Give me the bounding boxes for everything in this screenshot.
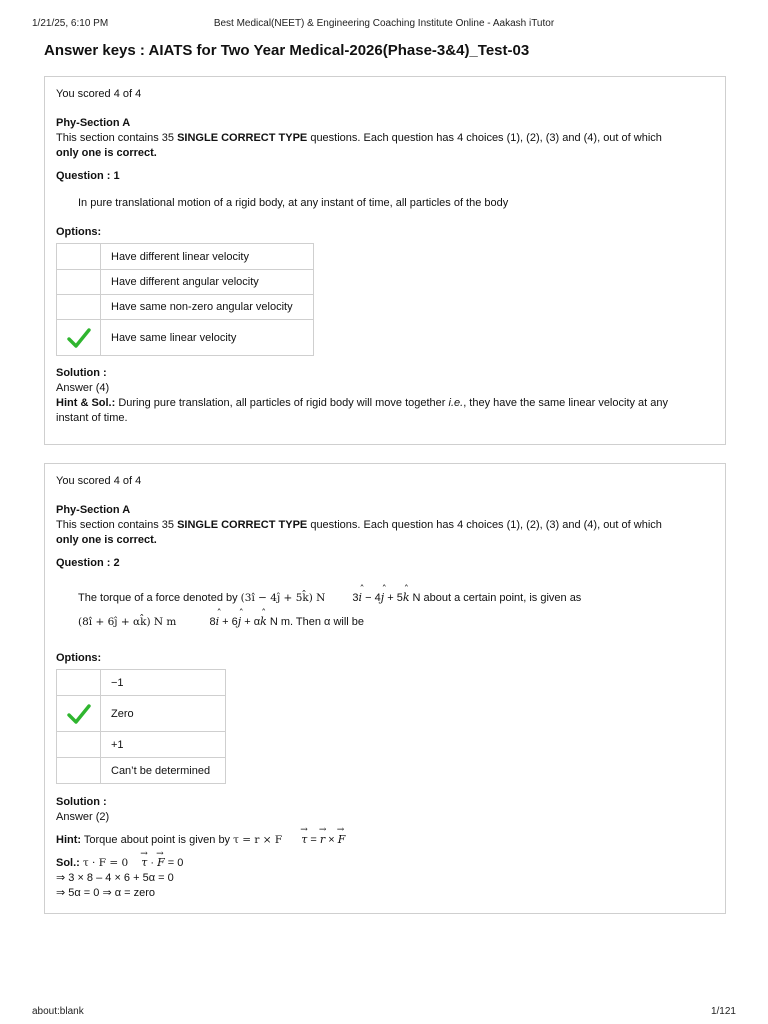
option-mark-cell [57, 244, 101, 270]
section-title: Phy-Section A [56, 504, 131, 516]
question-text-continued [78, 613, 714, 631]
option-text: Zero [101, 696, 226, 732]
score-text: You scored 4 of 4 [56, 475, 142, 487]
hint-text: Hint: Torque about point is given by τ = r × F → τ = → r × → F [56, 831, 714, 849]
answer-text: Answer (4) [56, 382, 110, 394]
options-label: Options: [56, 652, 102, 664]
option-mark-cell [57, 696, 101, 732]
option-mark-cell [57, 670, 101, 696]
option-row [57, 244, 314, 270]
page-number: 1/121 [710, 1006, 736, 1017]
math-image-sol-eq: τ · F = 0 [82, 857, 129, 869]
math-image-torque: (8î + 6ĵ + αk̂) N m [78, 616, 177, 628]
question-card-1 [44, 76, 726, 445]
math-image-hint-eq: τ = r × F [233, 834, 283, 846]
section-instructions: This section contains 35 SINGLE CORRECT TYPE questions. Each question has 4 choices (1), (2), (3) and (4), out of which [56, 519, 662, 531]
option-text: −1 [101, 670, 226, 696]
instructions-emphasis: only one is correct. [56, 534, 157, 546]
print-url: about:blank [32, 1006, 84, 1017]
option-row [57, 270, 314, 295]
check-icon [67, 703, 91, 725]
option-mark-cell [57, 758, 101, 784]
section-title: Phy-Section A [56, 117, 131, 129]
question-text: The torque of a force denoted by (3î − 4ĵ + 5k̂) N 3i ˆ − 4j ˆ + 5k ˆ N about a certain point, is given as [78, 589, 714, 607]
option-mark-cell [57, 270, 101, 295]
option-text: +1 [101, 732, 226, 758]
print-datetime: 1/21/25, 6:10 PM [32, 18, 109, 29]
option-text: Can’t be determined [101, 758, 226, 784]
hint-text: Hint & Sol.: During pure translation, all particles of rigid body will move together i.e., they have the same linear velocity at any [56, 397, 669, 409]
answer-text: Answer (2) [56, 811, 110, 823]
print-header [32, 18, 736, 32]
option-text: Have same non-zero angular velocity [101, 295, 314, 320]
solution-label: Solution : [56, 796, 107, 808]
site-title: Best Medical(NEET) & Engineering Coaching Institute Online - Aakash iTutor [213, 18, 555, 29]
check-icon [67, 327, 91, 349]
score-text: You scored 4 of 4 [56, 88, 142, 100]
option-mark-cell [57, 732, 101, 758]
option-row [57, 295, 314, 320]
option-mark-cell [57, 320, 101, 356]
hint-text-continued: instant of time. [56, 412, 128, 424]
torque-equation: → τ = → r × → F [301, 834, 345, 846]
math-image-force: (3î − 4ĵ + 5k̂) N [240, 592, 326, 604]
sol-text: Sol.: τ · F = 0 → τ · → F = 0 [56, 855, 714, 871]
force-expression: 3i ˆ − 4j ˆ + 5k ˆ N [352, 592, 420, 604]
option-row-correct [57, 320, 314, 356]
options-table [56, 669, 226, 784]
sol-step: ⇒ 5α = 0 ⇒ α = zero [56, 887, 156, 899]
dot-product-equation: → τ · → F = 0 [141, 857, 183, 869]
option-row [57, 670, 226, 696]
option-text: Have different linear velocity [101, 244, 314, 270]
options-label: Options: [56, 226, 102, 238]
torque-expression: 8i ˆ + 6j ˆ + αk ˆ N m. Then α will be [209, 616, 364, 628]
option-mark-cell [57, 295, 101, 320]
page-title: Answer keys : AIATS for Two Year Medical-2026(Phase-3&4)_Test-03 [44, 42, 530, 59]
instructions-emphasis: only one is correct. [56, 147, 157, 159]
option-row-correct [57, 696, 226, 732]
option-row [57, 732, 226, 758]
question-label: Question : 1 [56, 170, 120, 182]
solution-label: Solution : [56, 367, 107, 379]
sol-step: ⇒ 3 × 8 – 4 × 6 + 5α = 0 [56, 872, 174, 884]
question-text: In pure translational motion of a rigid body, at any instant of time, all particles of the body [78, 197, 509, 209]
option-text: Have same linear velocity [101, 320, 314, 356]
question-label: Question : 2 [56, 557, 120, 569]
option-row [57, 758, 226, 784]
options-table [56, 243, 314, 356]
section-instructions: This section contains 35 SINGLE CORRECT TYPE questions. Each question has 4 choices (1), (2), (3) and (4), out of which [56, 132, 662, 144]
question-card-2 [44, 463, 726, 914]
option-text: Have different angular velocity [101, 270, 314, 295]
